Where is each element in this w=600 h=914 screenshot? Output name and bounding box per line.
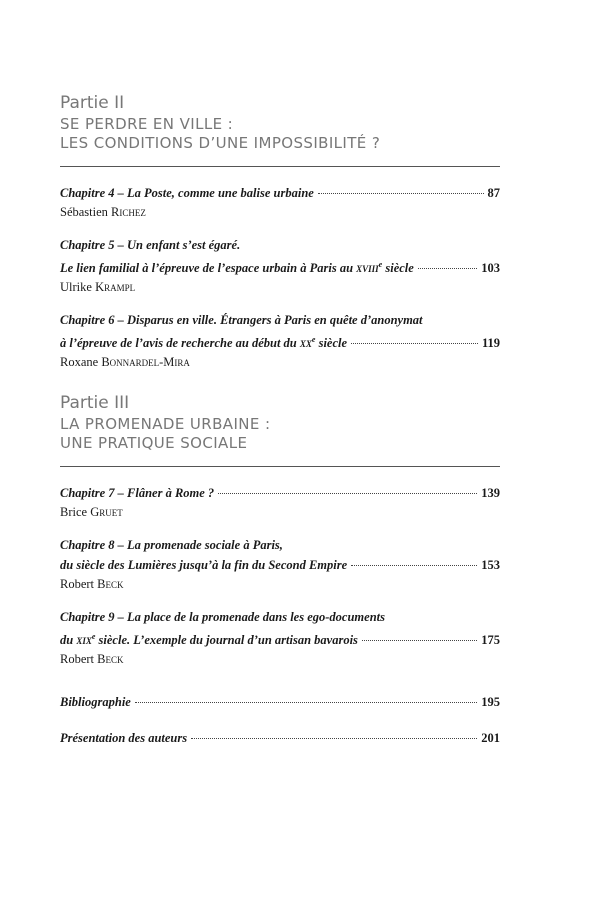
toc-entry-chapter-4[interactable]	[60, 183, 500, 221]
part-title-line-1: SE PERDRE EN VILLE :	[60, 115, 234, 133]
century-numeral: xix	[76, 633, 92, 648]
toc-line	[60, 607, 500, 627]
part-label: Partie II	[60, 93, 125, 113]
author-first-name: Brice	[60, 505, 88, 520]
divider	[60, 166, 500, 167]
toc-entry-authors[interactable]	[60, 728, 500, 748]
leader-dots	[351, 343, 478, 344]
leader-dots	[418, 268, 477, 269]
chapter-subtitle	[60, 330, 347, 353]
author-last-name: Gruet	[90, 505, 123, 520]
toc-entry-chapter-5[interactable]	[60, 235, 500, 296]
toc-line	[60, 627, 500, 650]
subtitle-text: à l’épreuve de l’avis de recherche au début du	[60, 336, 300, 351]
subtitle-text: du	[60, 633, 77, 648]
author-first-name: Roxane	[60, 355, 99, 370]
author	[60, 278, 500, 296]
toc-entry-bibliography[interactable]	[60, 692, 500, 712]
leader-dots	[318, 193, 484, 194]
toc-entry-chapter-6[interactable]	[60, 310, 500, 371]
author-last-name: Beck	[97, 577, 124, 592]
page-number: 139	[481, 486, 500, 501]
author-first-name: Ulrike	[60, 280, 92, 295]
page-number: 119	[481, 336, 500, 351]
toc-entry-chapter-9[interactable]	[60, 607, 500, 668]
part-title-line-1: LA PROMENADE URBAINE :	[60, 415, 271, 434]
chapter-title: Chapitre 6 – Disparus en ville. Étrangers à Paris en quête d’anonymat	[60, 313, 423, 328]
part-title-line-2: LES CONDITIONS D’UNE IMPOSSIBILITÉ ?	[60, 134, 381, 152]
page-number: 201	[481, 731, 500, 746]
toc-line	[60, 183, 500, 203]
author	[60, 650, 500, 668]
author-last-name: Bonnardel-Mira	[101, 355, 190, 370]
toc-line	[60, 692, 500, 712]
toc-line	[60, 330, 500, 353]
author-first-name: Robert	[60, 652, 95, 667]
part-label: Partie III	[60, 393, 130, 414]
century-numeral: xviii	[356, 261, 379, 276]
toc-line	[60, 555, 500, 575]
subtitle-end: siècle	[315, 336, 348, 351]
chapter-title: Chapitre 4 – La Poste, comme une balise urbaine	[60, 186, 314, 200]
leader-dots	[351, 565, 477, 566]
toc-line	[60, 535, 500, 555]
century-numeral: xx	[299, 336, 312, 351]
superscript: e	[91, 632, 96, 642]
chapter-subtitle	[60, 627, 358, 650]
page-number: 195	[481, 695, 500, 710]
chapter-title: Chapitre 7 – Flâner à Rome ?	[60, 486, 215, 501]
author	[60, 503, 500, 521]
chapter-title: Chapitre 5 – Un enfant s’est égaré.	[60, 238, 241, 252]
author-first-name: Robert	[60, 577, 95, 592]
subtitle-end: siècle	[382, 261, 414, 276]
toc-entry-chapter-8[interactable]	[60, 535, 500, 593]
author-last-name: Beck	[97, 652, 124, 667]
divider	[60, 466, 500, 467]
author	[60, 353, 500, 371]
toc-line	[60, 255, 500, 278]
page-number: 153	[481, 558, 500, 573]
page-number: 175	[481, 633, 500, 648]
table-of-contents	[60, 93, 500, 764]
chapter-title: Chapitre 8 – La promenade sociale à Paris,	[60, 538, 283, 553]
author-first-name: Sébastien	[60, 205, 108, 219]
superscript: e	[311, 335, 316, 345]
toc-entry-chapter-7[interactable]	[60, 483, 500, 521]
superscript: e	[378, 260, 383, 269]
toc-line	[60, 728, 500, 748]
section-title: Présentation des auteurs	[60, 731, 188, 746]
author	[60, 575, 500, 593]
toc-line	[60, 235, 500, 255]
page-number: 87	[487, 186, 500, 200]
section-title: Bibliographie	[60, 695, 131, 710]
leader-dots	[135, 702, 477, 703]
part-2	[60, 93, 500, 371]
toc-line	[60, 483, 500, 503]
leader-dots	[218, 493, 477, 494]
author	[60, 203, 500, 221]
author-last-name: Krampl	[95, 280, 136, 295]
page-number: 103	[481, 261, 500, 276]
chapter-subtitle	[60, 255, 414, 278]
part-3	[60, 393, 500, 668]
chapter-title: Chapitre 9 – La place de la promenade dans les ego-documents	[60, 610, 385, 625]
author-last-name: Richez	[111, 205, 146, 219]
leader-dots	[191, 738, 477, 739]
subtitle-end: siècle. L’exemple du journal d’un artisan bavarois	[95, 633, 358, 648]
part-title-line-2: UNE PRATIQUE SOCIALE	[60, 434, 248, 453]
subtitle-text: Le lien familial à l’épreuve de l’espace urbain à Paris au	[60, 261, 357, 276]
toc-line	[60, 310, 500, 330]
chapter-subtitle: du siècle des Lumières jusqu’à la fin du Second Empire	[60, 558, 348, 573]
leader-dots	[362, 640, 477, 641]
back-matter	[60, 692, 500, 748]
